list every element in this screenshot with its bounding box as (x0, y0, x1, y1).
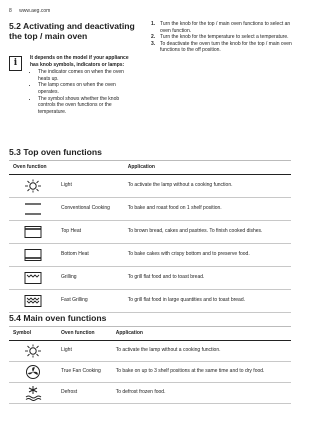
column-header: Symbol (9, 327, 57, 341)
step-item (151, 21, 293, 34)
function-application: To bake on up to 3 shelf positions at the same time and to dry food. (112, 361, 291, 382)
info-bullet: • The indicator comes on when the oven heats up. (38, 69, 130, 82)
info-title: It depends on the model if your appliance has knob symbols, indicators or lamps: (30, 55, 129, 68)
section-53-title: 5.3 Top oven functions (9, 147, 102, 157)
table-row (9, 361, 291, 382)
table-row (9, 340, 291, 361)
column-header: Oven function (9, 161, 124, 175)
function-application: To grill flat food in large quantities and to toast bread. (124, 289, 291, 312)
step-number: 2. (151, 34, 156, 41)
info-bullet: • The symbol shows whether the knob controls the oven functions or the temperature. (38, 96, 130, 116)
function-application: To brown bread, cakes and pastries. To finish cooked dishes. (124, 220, 291, 243)
function-name: True Fan Cooking (57, 361, 112, 382)
function-name: Top Heat (57, 220, 124, 243)
table-row (9, 289, 291, 312)
page-number: 8 (9, 8, 12, 14)
step-text: Turn the knob for the temperature to select a temperature. (160, 34, 289, 41)
function-application: To grill flat food and to toast bread. (124, 266, 291, 289)
function-name: Light (57, 174, 124, 197)
top-heat-icon (9, 220, 57, 243)
light-icon (9, 340, 57, 361)
step-number: 1. (151, 21, 156, 27)
conventional-cooking-icon (9, 197, 57, 220)
column-header: Oven function (57, 327, 112, 341)
info-icon: i (9, 56, 22, 71)
function-name: Grilling (57, 266, 124, 289)
function-name: Conventional Cooking (57, 197, 124, 220)
function-name: Fast Grilling (57, 289, 124, 312)
function-application: To activate the lamp without a cooking function. (124, 174, 291, 197)
step-item (151, 41, 293, 54)
column-header: Application (112, 327, 291, 341)
table-row (9, 243, 291, 266)
page-header (9, 8, 50, 14)
function-application: To bake and roast food on 1 shelf position. (124, 197, 291, 220)
table-row (9, 220, 291, 243)
true-fan-cooking-icon (9, 361, 57, 382)
steps-list (151, 21, 293, 54)
step-text: Turn the knob for the top / main oven functions to select an oven function. (160, 21, 291, 34)
top-oven-functions-table (9, 160, 291, 313)
main-oven-functions-table (9, 326, 291, 404)
fast-grilling-icon (9, 289, 57, 312)
step-text: To deactivate the oven turn the knob for the top / main oven functions to the off position. (160, 40, 292, 54)
bottom-heat-icon (9, 243, 57, 266)
table-row (9, 174, 291, 197)
table-row (9, 197, 291, 220)
light-icon (9, 174, 57, 197)
function-name: Bottom Heat (57, 243, 124, 266)
section-52-title: 5.2 Activating and deactivating the top / main oven (9, 21, 135, 41)
table-row (9, 382, 291, 403)
grilling-icon (9, 266, 57, 289)
step-item (151, 34, 293, 41)
step-number: 3. (151, 40, 156, 47)
function-application: To defrost frozen food. (112, 382, 291, 403)
site-url[interactable]: www.aeg.com (19, 8, 51, 14)
function-name: Light (57, 340, 112, 361)
info-bullet: • The lamp comes on when the oven operates. (38, 82, 130, 95)
function-name: Defrost (57, 382, 112, 403)
function-application: To bake cakes with crispy bottom and to preserve food. (124, 243, 291, 266)
table-row (9, 266, 291, 289)
defrost-icon (9, 382, 57, 403)
function-application: To activate the lamp without a cooking function. (112, 340, 291, 361)
section-54-title: 5.4 Main oven functions (9, 313, 107, 323)
column-header: Application (124, 161, 291, 175)
